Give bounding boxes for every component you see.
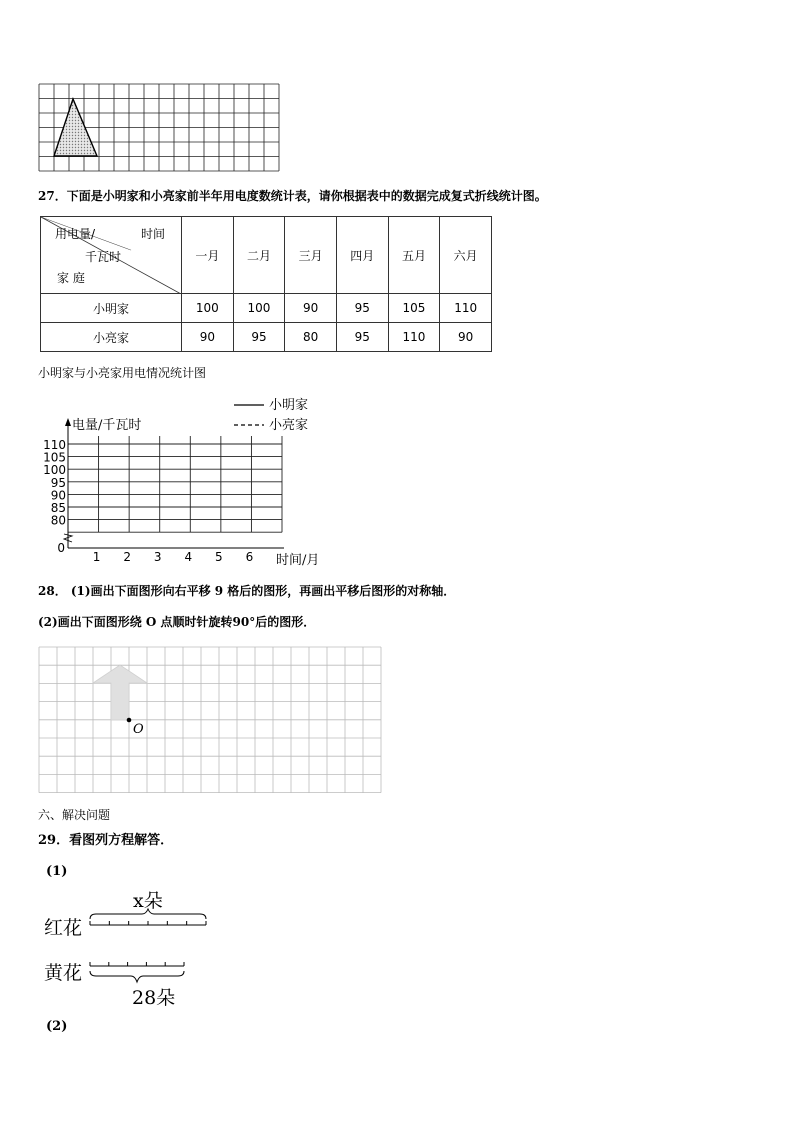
month-header: 一月 — [182, 217, 234, 294]
gray-arrow-shape — [93, 665, 147, 720]
y-tick-label: 105 — [43, 450, 66, 465]
y-tick-label: 95 — [50, 475, 66, 490]
corner-label-time: 时间 — [141, 227, 166, 241]
x-tick-label: 2 — [123, 550, 131, 564]
x-tick-label: 1 — [92, 550, 101, 564]
y-tick-label: 0 — [57, 541, 65, 555]
table-cell: 110 — [388, 323, 440, 352]
legend-label-xiaoliang: 小亮家 — [269, 418, 309, 433]
yellow-flower-value: 28朵 — [132, 987, 176, 1009]
x-tick-label: 3 — [153, 550, 162, 564]
table-cell: 95 — [336, 323, 388, 352]
q27-prompt: 27．下面是小明家和小亮家前半年用电度数统计表，请你根据表中的数据完成复式折线统计图。 — [38, 189, 547, 203]
row-label: 小明家 — [41, 294, 182, 323]
month-header: 六月 — [440, 217, 492, 294]
table-cell: 95 — [336, 294, 388, 323]
table-cell: 90 — [285, 294, 337, 323]
point-o-label: O — [133, 722, 144, 737]
chart-title: 小明家与小亮家用电情况统计图 — [38, 366, 207, 380]
q28-line1: 28． (1)画出下面图形向右平移 9 格后的图形，再画出平移后图形的对称轴． — [38, 584, 456, 598]
electricity-table — [40, 216, 492, 352]
yellow-brace — [90, 971, 184, 982]
red-flower-value: x朵 — [133, 890, 163, 912]
red-brace — [90, 909, 206, 919]
q29-part2-label: (2) — [46, 1019, 68, 1034]
yellow-flower-label: 黄花 — [44, 962, 83, 984]
month-header: 五月 — [388, 217, 440, 294]
q29-part1-label: (1) — [46, 864, 68, 879]
legend-label-xiaoming: 小明家 — [269, 398, 309, 413]
month-header: 二月 — [233, 217, 285, 294]
y-tick-label: 100 — [43, 463, 66, 478]
y-tick-label: 80 — [50, 513, 66, 528]
table-cell: 95 — [233, 323, 285, 352]
x-tick-label: 4 — [184, 550, 193, 564]
corner-label-usage: 用电量/ — [55, 227, 96, 241]
arrow-grid-figure — [38, 646, 388, 796]
q28-line2: (2)画出下面图形绕 O 点顺时针旋转90°后的图形． — [38, 615, 316, 629]
corner-label-kwh: 千瓦时 — [85, 250, 122, 264]
table-cell: 100 — [233, 294, 285, 323]
red-flower-label: 红花 — [44, 917, 83, 939]
y-axis-label: 电量/千瓦时 — [72, 418, 142, 433]
x-tick-label: 5 — [215, 550, 223, 564]
y-axis-arrow-icon — [65, 418, 71, 426]
table-cell: 110 — [440, 294, 492, 323]
section-heading: 六、解决问题 — [38, 808, 111, 822]
x-tick-label: 6 — [245, 550, 254, 564]
table-cell: 100 — [182, 294, 234, 323]
table-cell: 80 — [285, 323, 337, 352]
table-corner-header — [41, 217, 182, 294]
point-o — [127, 718, 132, 723]
table-cell: 90 — [182, 323, 234, 352]
y-tick-label: 85 — [50, 501, 66, 515]
month-header: 四月 — [336, 217, 388, 294]
triangle-grid-figure — [38, 83, 280, 173]
y-tick-label: 90 — [50, 488, 66, 503]
table-cell: 105 — [388, 294, 440, 323]
y-tick-label: 110 — [43, 438, 66, 452]
q29-prompt: 29．看图列方程解答． — [38, 833, 174, 848]
table-cell: 90 — [440, 323, 492, 352]
x-axis-label: 时间/月 — [276, 553, 320, 568]
corner-label-family: 家 庭 — [57, 271, 85, 285]
red-flower-bar — [88, 903, 210, 933]
row-label: 小亮家 — [41, 323, 182, 352]
month-header: 三月 — [285, 217, 337, 294]
line-chart — [36, 392, 346, 572]
